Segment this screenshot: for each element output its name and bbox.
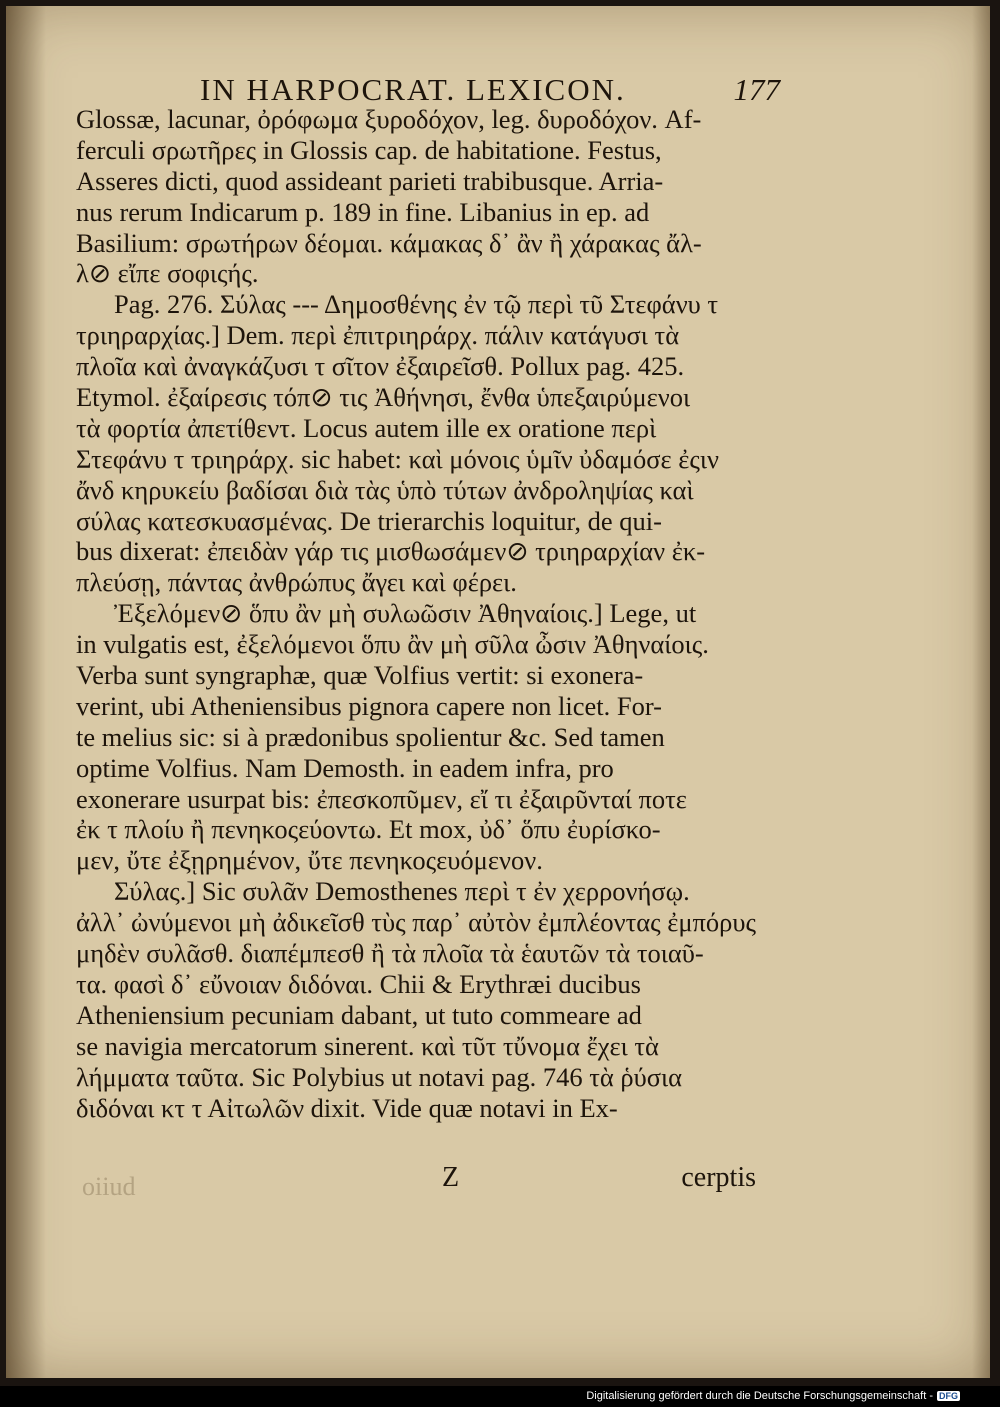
text-line: τριηραρχίας.] Dem. περὶ ἐπιτριηράρχ. πάλιν κατάγυσι τὰ [76, 320, 680, 351]
text-line: verint, ubi Atheniensibus pignora capere non licet. For- [76, 690, 663, 721]
page-gutter-shadow [6, 6, 46, 1378]
text-line: λήμματα ταῦτα. Sic Polybius ut notavi pag. 746 τὰ ῥύσια [76, 1061, 683, 1092]
text-line: Σύλας.] Sic συλᾶν Demosthenes περὶ τ ἐν χερρονήσῳ. [114, 876, 690, 907]
text-line: Basilium: σρωτήρων δέομαι. κάμακας δ᾽ ἂν ἢ χάρακας ἄλ- [76, 227, 702, 258]
text-line: Pag. 276. Σύλας --- Δημοσθένης ἐν τῷ περὶ τῦ Στεφάνυ τ [114, 289, 719, 320]
text-line: se navigia mercatorum sinerent. καὶ τῦτ τὔνομα ἔχει τὰ [76, 1030, 659, 1061]
text-line: ἄνδ κηρυκείυ βαδίσαι διὰ τὰς ὑπὸ τύτων ἀνδροληψίας καὶ [76, 474, 694, 505]
signature-mark: Z [442, 1162, 460, 1193]
credit-text: Digitalisierung gefördert durch die Deutsche Forschungsgemeinschaft - [586, 1390, 933, 1402]
text-line: Etymol. ἐξαίρεσις τόπ⊘ τις Ἀθήνησι, ἔνθα ὑπεξαιρύμενοι [76, 382, 691, 413]
text-line: μεν, ὔτε ἐξῃρημένον, ὔτε πενηκοςευόμενον. [76, 845, 543, 876]
page-number: 177 [733, 72, 780, 107]
dfg-logo: DFG [939, 1391, 958, 1401]
text-line: Στεφάνυ τ τριηράρχ. sic habet: καὶ μόνοις ὑμῖν ὐδαμόσε ἐςιν [76, 443, 720, 474]
text-line: διδόναι κτ τ Αἰτωλῶν dixit. Vide quæ notavi in Ex- [76, 1092, 618, 1123]
text-line: Asseres dicti, quod assideant parieti trabibusque. Arria- [76, 165, 664, 196]
text-line: nus rerum Indicarum p. 189 in fine. Libanius in ep. ad [76, 196, 650, 227]
page-footer [76, 1162, 756, 1202]
text-line: πλεύσῃ, πάντας ἀνθρώπυς ἄγει καὶ φέρει. [76, 567, 517, 598]
text-line: bus dixerat: ἐπειδὰν γάρ τις μισθωσάμεν⊘ τριηραρχίαν ἐκ- [76, 536, 706, 567]
text-line: μηδὲν συλᾶσθ. διαπέμπεσθ ἢ τὰ πλοῖα τὰ ἑαυτῶν τὰ τοιαῦ- [76, 938, 704, 969]
body-text [76, 104, 756, 1123]
text-line: in vulgatis est, ἐξελόμενοι ὅπυ ἂν μὴ σῦλα ὦσιν Ἀθηναίοις. [76, 629, 709, 660]
catchword: cerptis [681, 1162, 756, 1193]
text-line: Glossæ, lacunar, ὀρόφωμα ξυροδόχον, leg. δυροδόχον. Af- [76, 104, 702, 134]
text-line: τὰ φορτία ἀπετίθεντ. Locus autem ille ex oratione περὶ [76, 412, 657, 443]
text-line: exonerare usurpat bis: ἐπεσκοπῦμεν, εἴ τι ἐξαιρῦνταί ποτε [76, 783, 687, 814]
text-line: πλοῖα καὶ ἀναγκάζυσι τ σῖτον ἐξαιρεῖσθ. Pollux pag. 425. [76, 351, 685, 382]
text-line: optime Volfius. Nam Demosth. in eadem infra, pro [76, 752, 614, 783]
text-line: ferculi σρωτῆρες in Glossis cap. de habitatione. Festus, [76, 134, 662, 165]
text-line: Verba sunt syngraphæ, quæ Volfius vertit: si exonera- [76, 660, 644, 691]
text-line: Ἐξελόμεν⊘ ὅπυ ἂν μὴ συλωῶσιν Ἀθηναίοις.] Lege, ut [114, 598, 697, 629]
text-line: te melius sic: si à prædonibus spolientur &c. Sed tamen [76, 721, 665, 752]
running-title: IN HARPOCRAT. LEXICON. [200, 72, 626, 107]
text-line: τα. φασὶ δ᾽ εὔνοιαν διδόναι. Chii & Erythræi ducibus [76, 968, 641, 999]
text-line: σύλας κατεσκυασμένας. De trierarchis loquitur, de qui- [76, 505, 662, 536]
text-line: λ⊘ εἴπε σοφιςής. [76, 258, 259, 289]
text-line: ἐκ τ πλοίυ ἢ πενηκοςεύοντω. Et mox, ὐδ᾽ ὅπυ ἐυρίσκο- [76, 814, 661, 845]
digitization-credit [586, 1390, 960, 1402]
text-line: Atheniensium pecuniam dabant, ut tuto commeare ad [76, 999, 642, 1030]
page-edge-shadow [972, 6, 990, 1378]
bleed-through-text: oiiud [82, 1172, 136, 1201]
text-line: ἀλλ᾽ ὠνύμενοι μὴ ἀδικεῖσθ τὺς παρ᾽ αὐτὸν ἐμπλέοντας ἐμπόρυς [76, 907, 756, 938]
